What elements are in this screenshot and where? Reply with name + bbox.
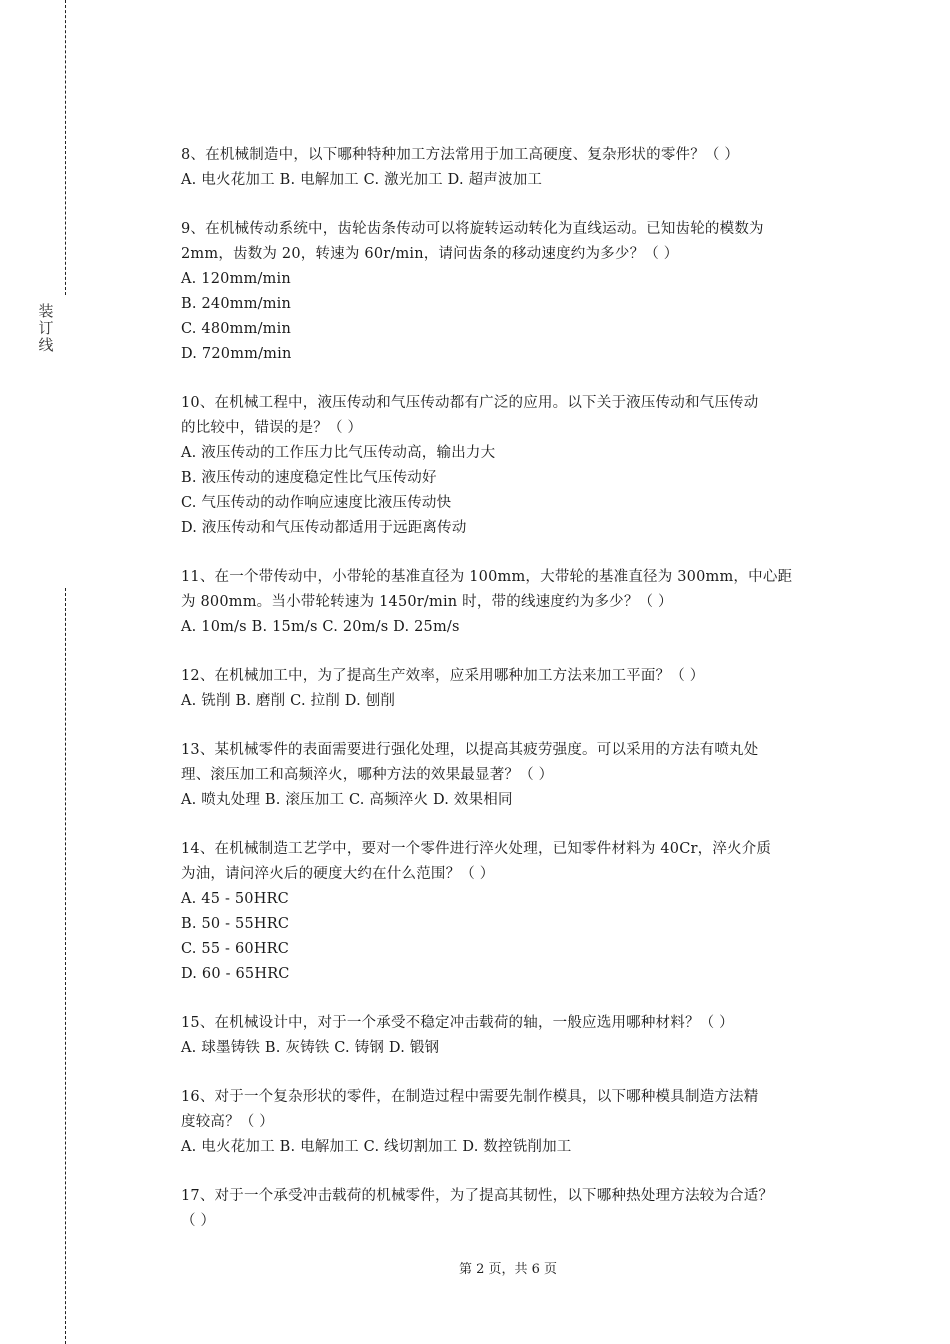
- question-13: [181, 738, 851, 813]
- question-options: A. 喷丸处理 B. 滚压加工 C. 高频淬火 D. 效果相同: [181, 792, 513, 808]
- question-11: [181, 565, 851, 640]
- option-b: B. 240mm/min: [181, 296, 292, 312]
- option-a: A. 120mm/min: [181, 271, 291, 287]
- question-stem: （ ）: [181, 1213, 216, 1229]
- question-stem: 的比较中，错误的是？（ ）: [181, 420, 363, 436]
- question-15: [181, 1011, 851, 1061]
- question-stem: 16、对于一个复杂形状的零件，在制造过程中需要先制作模具，以下哪种模具制造方法精: [181, 1089, 759, 1105]
- question-stem: 8、在机械制造中，以下哪种特种加工方法常用于加工高硬度、复杂形状的零件？（ ）: [181, 147, 740, 163]
- binding-line-label: [37, 303, 55, 354]
- question-stem: 2mm，齿数为 20，转速为 60r/min，请问齿条的移动速度约为多少？（ ）: [181, 246, 679, 262]
- question-stem: 15、在机械设计中，对于一个承受不稳定冲击载荷的轴，一般应选用哪种材料？（ ）: [181, 1015, 734, 1031]
- option-d: D. 60 - 65HRC: [181, 966, 290, 982]
- question-stem: 度较高？（ ）: [181, 1114, 275, 1130]
- question-stem: 9、在机械传动系统中，齿轮齿条传动可以将旋转运动转化为直线运动。已知齿轮的模数为: [181, 221, 764, 237]
- option-d: D. 720mm/min: [181, 346, 292, 362]
- binding-label-char: 线: [38, 336, 54, 354]
- question-options: A. 10m/s B. 15m/s C. 20m/s D. 25m/s: [181, 619, 460, 635]
- question-16: [181, 1085, 851, 1160]
- binding-label-char: 订: [38, 319, 54, 337]
- question-17: [181, 1184, 851, 1234]
- question-options: A. 铣削 B. 磨削 C. 拉削 D. 刨削: [181, 693, 396, 709]
- question-14: [181, 837, 851, 987]
- question-stem: 理、滚压加工和高频淬火，哪种方法的效果最显著？（ ）: [181, 767, 554, 783]
- question-stem: 为 800mm。当小带轮转速为 1450r/min 时，带的线速度约为多少？（ ）: [181, 594, 673, 610]
- question-options: A. 球墨铸铁 B. 灰铸铁 C. 铸钢 D. 锻钢: [181, 1040, 440, 1056]
- question-10: [181, 391, 851, 541]
- question-8: [181, 143, 851, 193]
- page-indicator: 第 2 页，共 6 页: [458, 1262, 558, 1277]
- question-stem: 10、在机械工程中，液压传动和气压传动都有广泛的应用。以下关于液压传动和气压传动: [181, 395, 759, 411]
- exam-content: [181, 143, 851, 1258]
- option-b: B. 液压传动的速度稳定性比气压传动好: [181, 470, 437, 486]
- question-stem: 11、在一个带传动中，小带轮的基准直径为 100mm，大带轮的基准直径为 300mm，中心距: [181, 569, 793, 585]
- option-c: C. 55 - 60HRC: [181, 941, 290, 957]
- question-stem: 12、在机械加工中，为了提高生产效率，应采用哪种加工方法来加工平面？（ ）: [181, 668, 705, 684]
- question-stem: 14、在机械制造工艺学中，要对一个零件进行淬火处理，已知零件材料为 40Cr，淬火介质: [181, 841, 772, 857]
- option-a: A. 45 - 50HRC: [181, 891, 289, 907]
- binding-dashed-line-top: [65, 0, 66, 295]
- question-9: [181, 217, 851, 367]
- question-12: [181, 664, 851, 714]
- question-options: A. 电火花加工 B. 电解加工 C. 线切割加工 D. 数控铣削加工: [181, 1139, 572, 1155]
- option-b: B. 50 - 55HRC: [181, 916, 290, 932]
- question-options: A. 电火花加工 B. 电解加工 C. 激光加工 D. 超声波加工: [181, 172, 543, 188]
- option-a: A. 液压传动的工作压力比气压传动高，输出力大: [181, 445, 496, 461]
- question-stem: 为油，请问淬火后的硬度大约在什么范围？（ ）: [181, 866, 495, 882]
- question-stem: 13、某机械零件的表面需要进行强化处理，以提高其疲劳强度。可以采用的方法有喷丸处: [181, 742, 759, 758]
- option-d: D. 液压传动和气压传动都适用于远距离传动: [181, 520, 467, 536]
- binding-label-char: 装: [38, 302, 54, 320]
- option-c: C. 气压传动的动作响应速度比液压传动快: [181, 495, 452, 511]
- option-c: C. 480mm/min: [181, 321, 291, 337]
- binding-dashed-line-bottom: [65, 588, 66, 1344]
- question-stem: 17、对于一个承受冲击载荷的机械零件，为了提高其韧性，以下哪种热处理方法较为合适？: [181, 1188, 774, 1204]
